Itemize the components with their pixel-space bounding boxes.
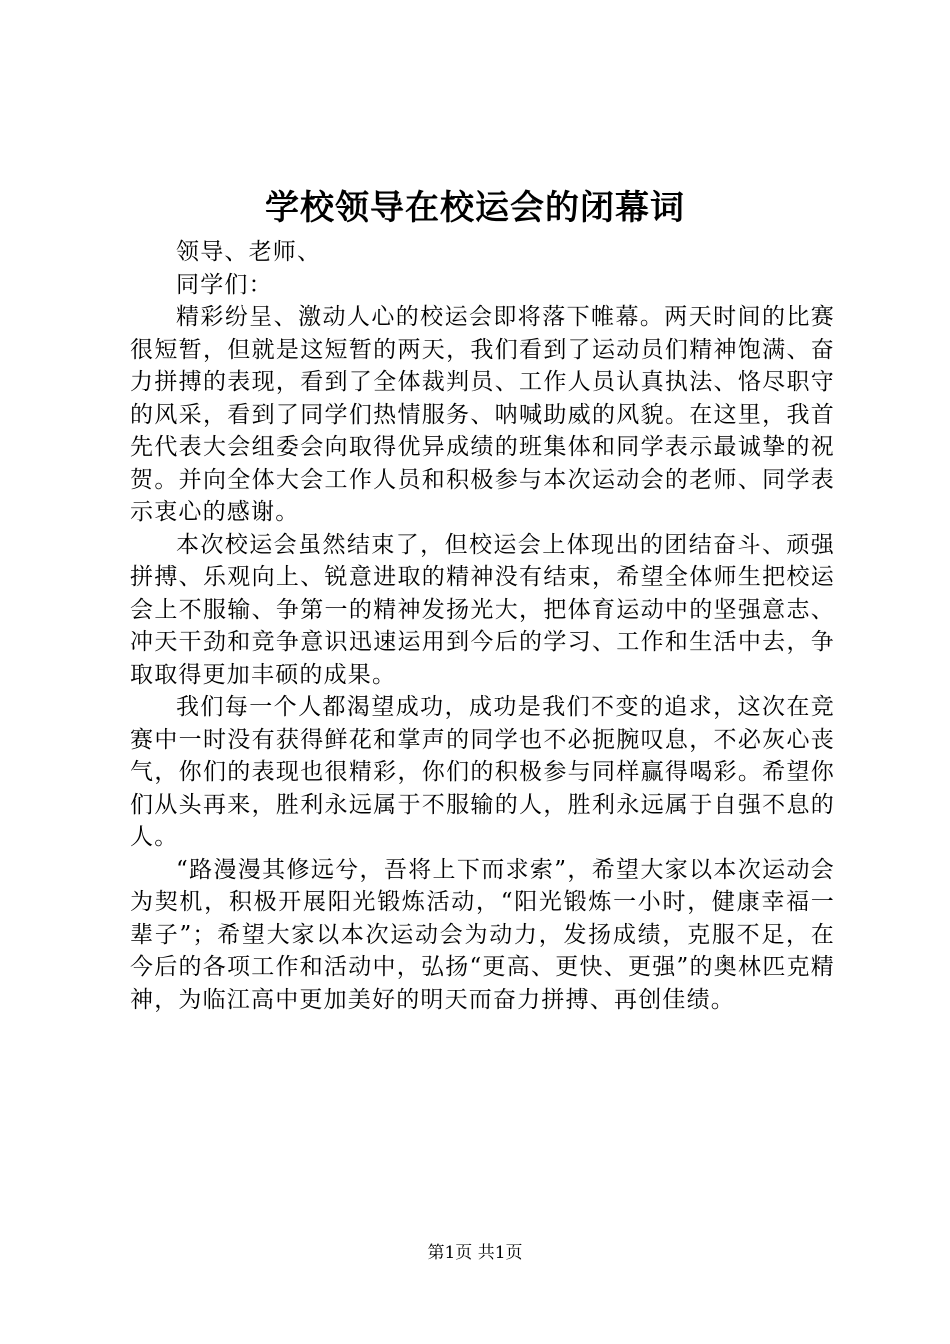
document-body	[130, 236, 835, 1016]
paragraph-1: 精彩纷呈、激动人心的校运会即将落下帷幕。两天时间的比赛很短暂，但就是这短暂的两天，我们看到了运动员们精神饱满、奋力拼搏的表现，看到了全体裁判员、工作人员认真执法、恪尽职守的风采，看到了同学们热情服务、呐喊助威的风貌。在这里，我首先代表大会组委会向取得优异成绩的班集体和同学表示最诚挚的祝贺。并向全体大会工作人员和积极参与本次运动会的老师、同学表示衷心的感谢。	[130, 304, 835, 525]
paragraph-2: 本次校运会虽然结束了，但校运会上体现出的团结奋斗、顽强拼搏、乐观向上、锐意进取的精神没有结束，希望全体师生把校运会上不服输、争第一的精神发扬光大，把体育运动中的坚强意志、冲天干劲和竞争意识迅速运用到今后的学习、工作和生活中去，争取取得更加丰硕的成果。	[130, 531, 835, 688]
paragraph-4: “路漫漫其修远兮，吾将上下而求索”，希望大家以本次运动会为契机，积极开展阳光锻炼活动，“阳光锻炼一小时，健康幸福一辈子”；希望大家以本次运动会为动力，发扬成绩，克服不足，在今后的各项工作和活动中，弘扬“更高、更快、更强”的奥林匹克精神，为临江高中更加美好的明天而奋力拼搏、再创佳绩。	[130, 856, 835, 1013]
salutation-line-2: 同学们：	[176, 271, 273, 298]
paragraph-3: 我们每一个人都渴望成功，成功是我们不变的追求，这次在竞赛中一时没有获得鲜花和掌声的同学也不必扼腕叹息，不必灰心丧气，你们的表现也很精彩，你们的积极参与同样赢得喝彩。希望你们从头再来，胜利永远属于不服输的人，胜利永远属于自强不息的人。	[130, 694, 835, 850]
page-footer: 第1页 共1页	[427, 1243, 523, 1263]
salutation-line-1: 领导、老师、	[176, 239, 322, 265]
document-title: 学校领导在校运会的闭幕词	[265, 188, 685, 228]
